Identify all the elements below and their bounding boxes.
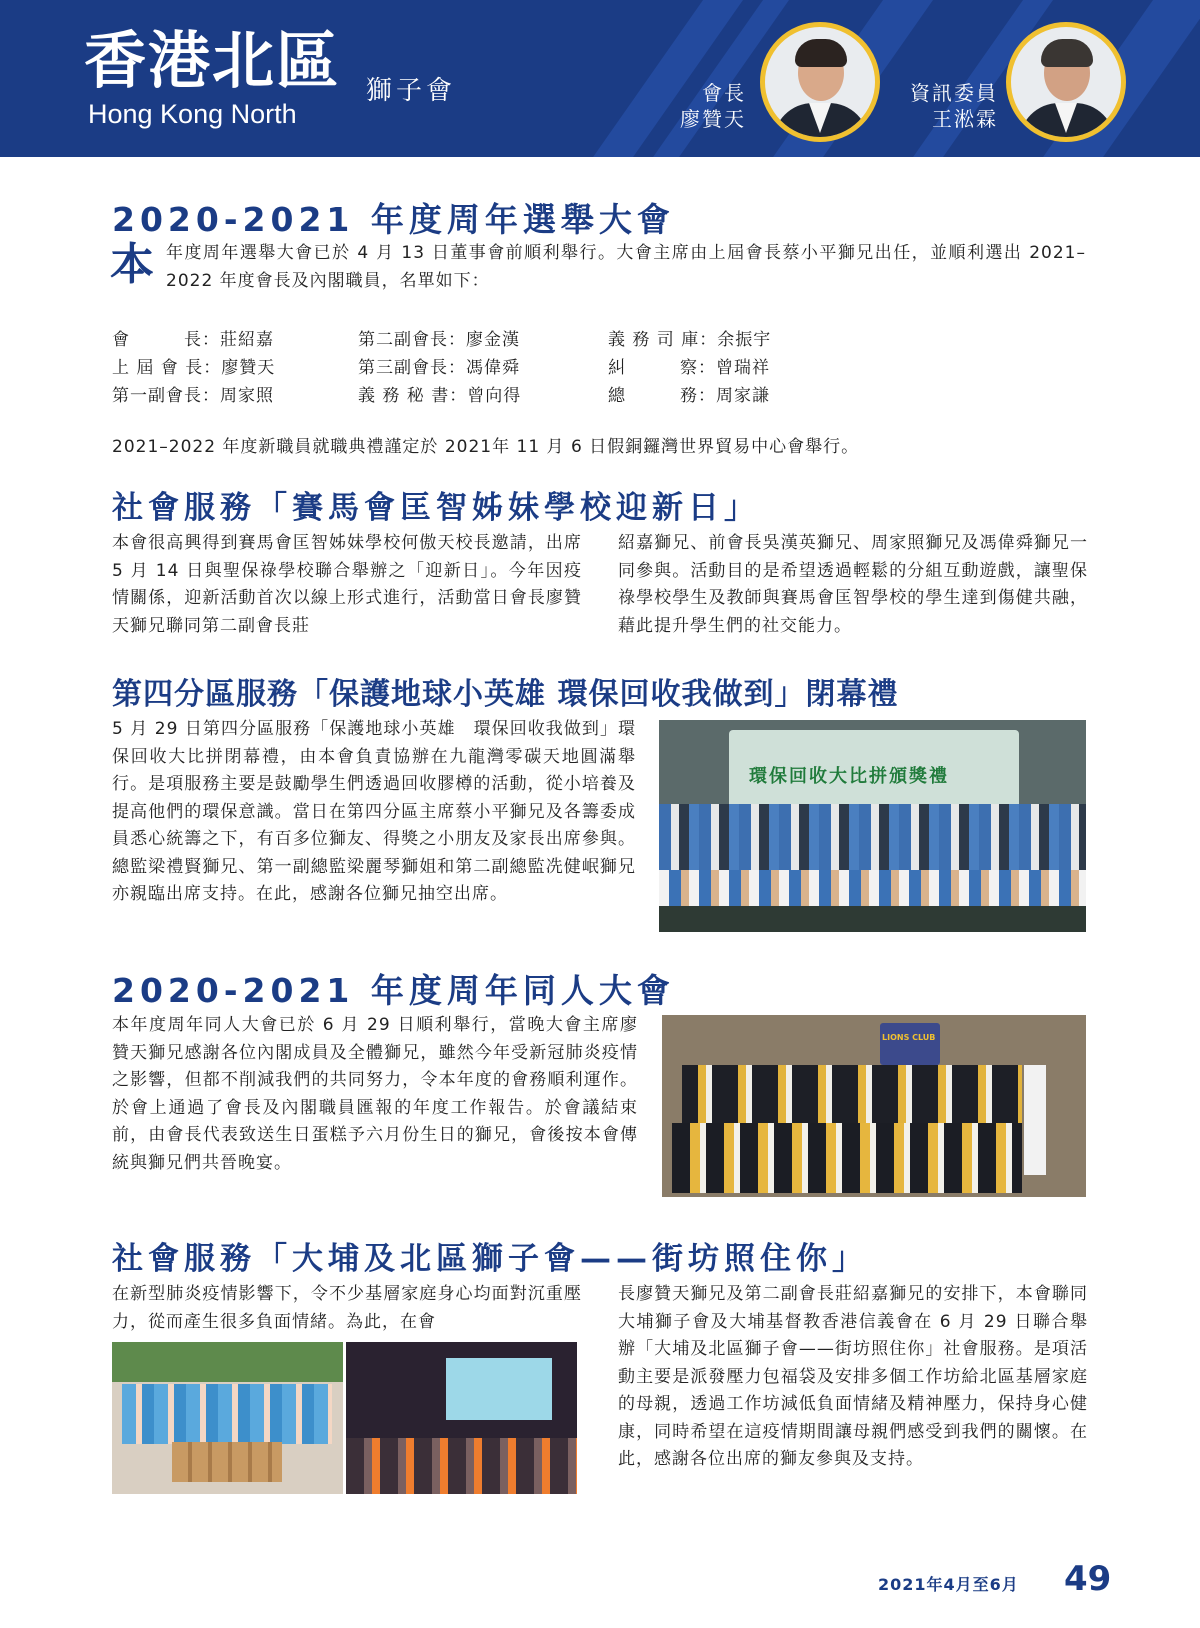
ceremony-banner-text: 環保回收大比拼頒獎禮 [749,766,949,787]
recycling-ceremony-photo [659,720,1086,932]
officer-entry: 義 務 司 庫：余振宇 [608,330,772,350]
club-title-zh: 香港北區 [84,24,341,97]
president-name: 廖贊天 [680,107,746,131]
officer-entry: 總 務：周家謙 [608,386,770,406]
info-committee-avatar [1006,22,1126,142]
officer-entry: 糾 察：曾瑞祥 [608,358,770,378]
section-heading: 2020-2021 年度周年選舉大會 [112,200,675,239]
lions-banner-text: LIONS CLUB [882,1033,936,1042]
article-column: 在新型肺炎疫情影響下，令不少基層家庭身心均面對沉重壓力，從而產生很多負面情緒。為此，在會 [112,1284,582,1332]
president-label [650,80,746,132]
officer-column [112,326,275,410]
president-role: 會長 [702,81,746,105]
article-body: 本年度周年同人大會已於 6 月 29 日順利舉行，當晚大會主席廖贊天獅兄感謝各位內閣成員及全體獅兄，雖然今年受新冠肺炎疫情之影響，但都不削減我們的共同努力，令本年度的會務順利運作。於會上通過了會長及內閣職員匯報的年度工作報告。於會議結束前，由會長代表致送生日蛋糕予六月份生日的獅兄，會後按本會傳統與獅兄們共晉晚宴。 [112,1015,638,1173]
club-title-suffix: 獅子會 [366,76,457,106]
officer-entry: 第三副會長：馮偉舜 [358,358,520,378]
club-title-en: Hong Kong North [88,99,297,129]
officer-entry: 會 長：莊紹嘉 [112,330,274,350]
dropcap: 本 [110,239,154,290]
article-body: 5 月 29 日第四分區服務「保護地球小英雄 環保回收我做到」環保回收大比拼閉幕禮，由本會負責協辦在九龍灣零碳天地圓滿舉行。是項服務主要是鼓勵學生們透過回收膠樽的活動，從小培養及提高他們的環保意識。當日在第四分區主席蔡小平獅兄及各籌委成員悉心統籌之下，有百多位獅友、得獎之小朋友及家長出席參與。總監梁禮賢獅兄、第一副總監梁麗琴獅姐和第二副總監冼健岷獅兄亦親臨出席支持。在此，感謝各位獅兄抽空出席。 [112,719,636,904]
workshop-photo [346,1342,577,1494]
section-heading: 2020-2021 年度周年同人大會 [112,971,675,1010]
volunteers-photo [112,1342,343,1494]
info-committee-role: 資訊委員 [910,81,998,105]
annual-meeting-photo [662,1015,1086,1197]
article-column: 紹嘉獅兄、前會長吳漢英獅兄、周家照獅兄及馮偉舜獅兄一同參與。活動目的是希望透過輕鬆的分組互動遊戲，讓聖保祿學校學生及教師與賽馬會匡智學校的學生達到傷健共融，藉此提升學生們的社交能力。 [618,533,1088,636]
president-avatar [760,22,880,142]
page-number: 49 [1064,1559,1112,1599]
officer-entry: 義 務 秘 書：曾向得 [358,386,522,406]
officer-column [358,326,521,410]
info-committee-label [880,80,998,132]
officer-entry: 第二副會長：廖金漢 [358,330,520,350]
section-heading: 社會服務「賽馬會匡智姊妹學校迎新日」 [112,490,760,526]
issue-date: 2021年4月至6月 [878,1575,1019,1594]
page-header [0,0,1200,157]
officer-entry: 第一副會長：周家照 [112,386,274,406]
election-intro: 年度周年選舉大會已於 4 月 13 日董事會前順利舉行。大會主席由上屆會長蔡小平獅兄出任，並順利選出 2021–2022 年度會長及內閣職員，名單如下： [166,243,1086,291]
article-column: 本會很高興得到賽馬會匡智姊妹學校何傲天校長邀請，出席 5 月 14 日與聖保祿學校聯合舉辦之「迎新日」。今年因疫情關係，迎新活動首次以線上形式進行，活動當日會長廖贊天獅兄聯同第二副會長莊 [112,533,582,636]
article-column: 長廖贊天獅兄及第二副會長莊紹嘉獅兄的安排下，本會聯同大埔獅子會及大埔基督教香港信義會在 6 月 29 日聯合舉辦「大埔及北區獅子會——街坊照住你」社會服務。是項活動主要是派發壓力包福袋及安排多個工作坊給北區基層家庭的母親，透過工作坊減低負面情緒及精神壓力，保持身心健康，同時希望在這疫情期間讓母親們感受到我們的關懷。在此，感謝各位出席的獅友參與及支持。 [618,1284,1088,1469]
officer-column [608,326,771,410]
section-heading: 第四分區服務「保護地球小英雄 環保回收我做到」閉幕禮 [112,677,899,712]
section-heading: 社會服務「大埔及北區獅子會——街坊照住你」 [112,1241,868,1277]
installation-note: 2021–2022 年度新職員就職典禮謹定於 2021年 11 月 6 日假銅鑼灣世界貿易中心會舉行。 [112,437,860,457]
officer-entry: 上 屆 會 長：廖贊天 [112,358,276,378]
info-committee-name: 王淞霖 [932,107,998,131]
